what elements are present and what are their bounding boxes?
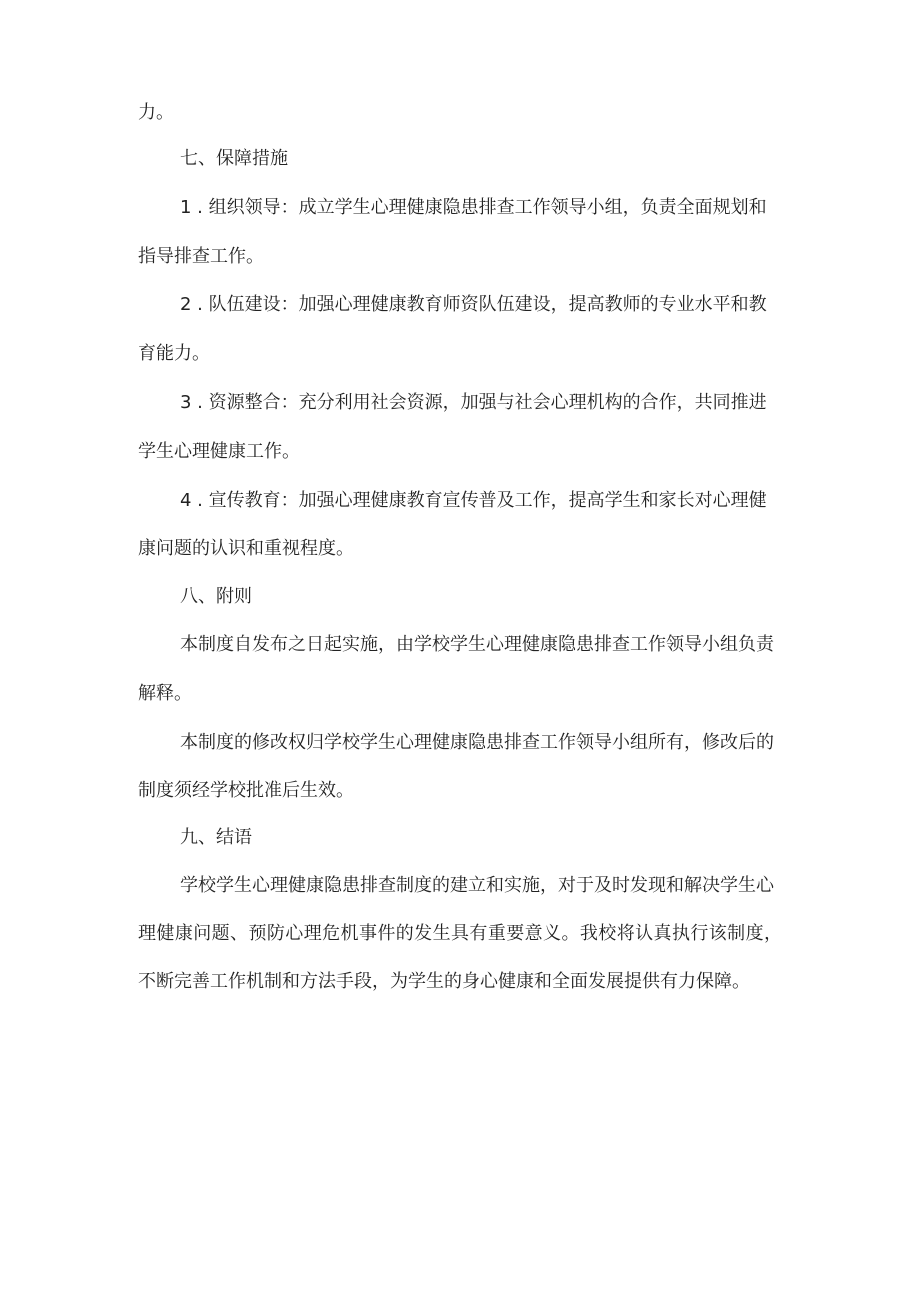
text-line: 4 . 宣传教育：加强心理健康教育宣传普及工作，提高学生和家长对心理健 <box>180 490 767 511</box>
section-heading-8: 八、附则 <box>180 586 252 607</box>
text-line: 本制度自发布之日起实施，由学校学生心理健康隐患排查工作领导小组负责 <box>180 634 774 655</box>
text-line: 2 . 队伍建设：加强心理健康教育师资队伍建设，提高教师的专业水平和教 <box>180 294 767 315</box>
section-heading-9: 九、结语 <box>180 827 252 848</box>
text-line: 康问题的认识和重视程度。 <box>138 538 354 559</box>
text-line: 学校学生心理健康隐患排查制度的建立和实施，对于及时发现和解决学生心 <box>180 875 774 896</box>
text-line: 不断完善工作机制和方法手段，为学生的身心健康和全面发展提供有力保障。 <box>138 971 750 992</box>
text-line: 本制度的修改权归学校学生心理健康隐患排查工作领导小组所有，修改后的 <box>180 732 774 753</box>
text-line: 指导排查工作。 <box>138 246 264 267</box>
text-line: 制度须经学校批准后生效。 <box>138 780 354 801</box>
text-line: 理健康问题、预防心理危机事件的发生具有重要意义。我校将认真执行该制度， <box>138 923 782 944</box>
text-line: 1 . 组织领导：成立学生心理健康隐患排查工作领导小组，负责全面规划和 <box>180 197 767 218</box>
text-line: 力。 <box>138 102 174 123</box>
text-line: 3 . 资源整合：充分利用社会资源，加强与社会心理机构的合作，共同推进 <box>180 392 767 413</box>
text-line: 育能力。 <box>138 343 210 364</box>
text-line: 学生心理健康工作。 <box>138 441 300 462</box>
text-line: 解释。 <box>138 683 192 704</box>
section-heading-7: 七、保障措施 <box>180 148 288 169</box>
